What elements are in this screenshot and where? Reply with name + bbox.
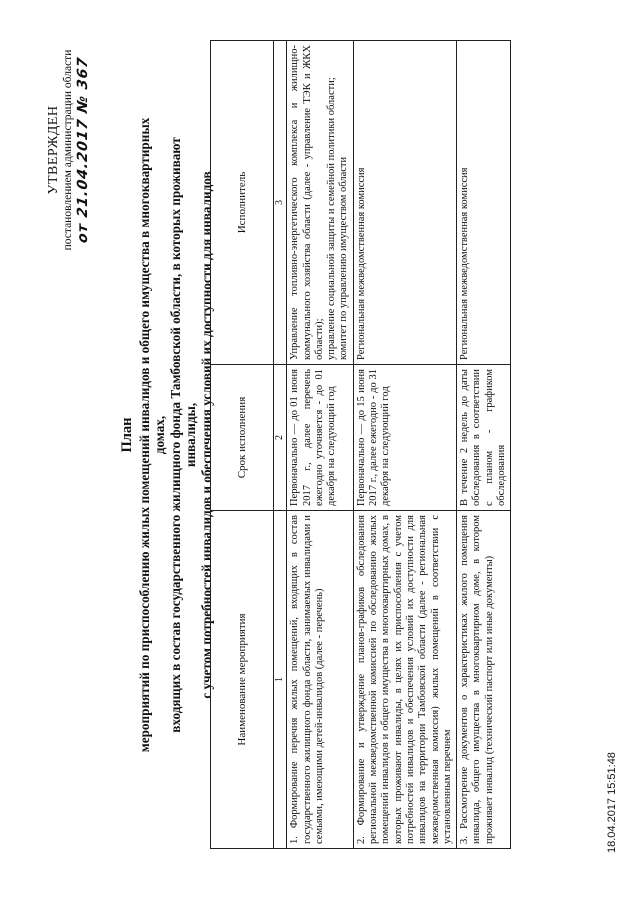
measure-name: 3. Рассмотрение документов о характеристиках жилого помещения инвалида, общего имущества в многоквартирном доме, в котором проживает инвалид (технический паспорт или иные документы) <box>457 511 511 849</box>
executor: Управление топливно-энергетического комплекса и жилищно-коммунального хозяйства области (далее - управление ТЭК и ЖКХ области); <box>289 45 325 360</box>
table-row <box>457 41 511 849</box>
measure-name: 2. Формирование и утверждение планов-графиков обследования региональной межведомственной комиссией по обследованию жилых помещений инвалидов и общего имущества в многоквартирных домах, в которых проживают инвалиды, в целях их приспособления с учетом потребностей инвалидов и обеспечения условий их доступности для инвалидов на территории Тамбовской области (далее - региональная межведомственная комиссия) жилых помещений в соответствии с установленным перечнем <box>353 511 456 849</box>
title-plan: План <box>119 417 135 453</box>
table-row <box>287 41 353 849</box>
approval-heading: УТВЕРЖДЕН <box>46 105 61 195</box>
print-timestamp: 18.04.2017 15:51:48 <box>606 752 618 853</box>
title-line-3: с учетом потребностей инвалидов и обеспечения условий их доступности для инвалидов <box>198 171 214 699</box>
executor: Региональная межведомственная комиссия <box>355 167 367 360</box>
executor: управление социальной защиты и семейной политики области; <box>326 77 338 360</box>
executor: комитет по управлению имуществом области <box>338 156 350 360</box>
table-row <box>353 41 456 849</box>
column-number-row <box>274 41 287 849</box>
title-line-2: входящих в состав государственного жилищного фонда Тамбовской области, в которых проживают инвалиды, <box>167 137 198 733</box>
plan-table <box>210 40 511 849</box>
handwritten-date-number: от 21.04.2017 № 367 <box>75 55 91 245</box>
executor-cell <box>457 41 511 365</box>
column-number: 2 <box>274 365 287 511</box>
header-executor: Исполнитель <box>211 41 274 365</box>
deadline: Первоначально — до 15 июня 2017 г., далее ежегодно - до 31 декабря на следующий год <box>353 365 456 511</box>
measure-name: 1. Формирование перечня жилых помещений, входящих в состав государственного жилищного фонда области, занимаемых инвалидами и семьями, имеющими детей-инвалидов (далее - перечень) <box>287 511 353 849</box>
title-line-1: мероприятий по приспособлению жилых помещений инвалидов и общего имущества в многоквартирных домах, <box>136 117 167 753</box>
header-deadline: Срок исполнения <box>211 365 274 511</box>
approval-decree-line: постановлением администрации области <box>62 49 74 251</box>
column-number: 3 <box>274 41 287 365</box>
deadline: Первоначально — до 01 июня 2017 г., далее перечень ежегодно уточняется - до 01 декабря на следующий год <box>287 365 353 511</box>
column-number: 1 <box>274 511 287 849</box>
executor-cell <box>287 41 353 365</box>
approval-block <box>46 35 92 265</box>
deadline: В течение 2 недель до даты обследования в соответствии с планом - графиком обследования <box>457 365 511 511</box>
executor: Региональная межведомственная комиссия <box>459 167 471 360</box>
table-header-row <box>211 41 274 849</box>
document-title <box>120 115 214 755</box>
executor-cell <box>353 41 456 365</box>
header-measure-name: Наименование мероприятия <box>211 511 274 849</box>
